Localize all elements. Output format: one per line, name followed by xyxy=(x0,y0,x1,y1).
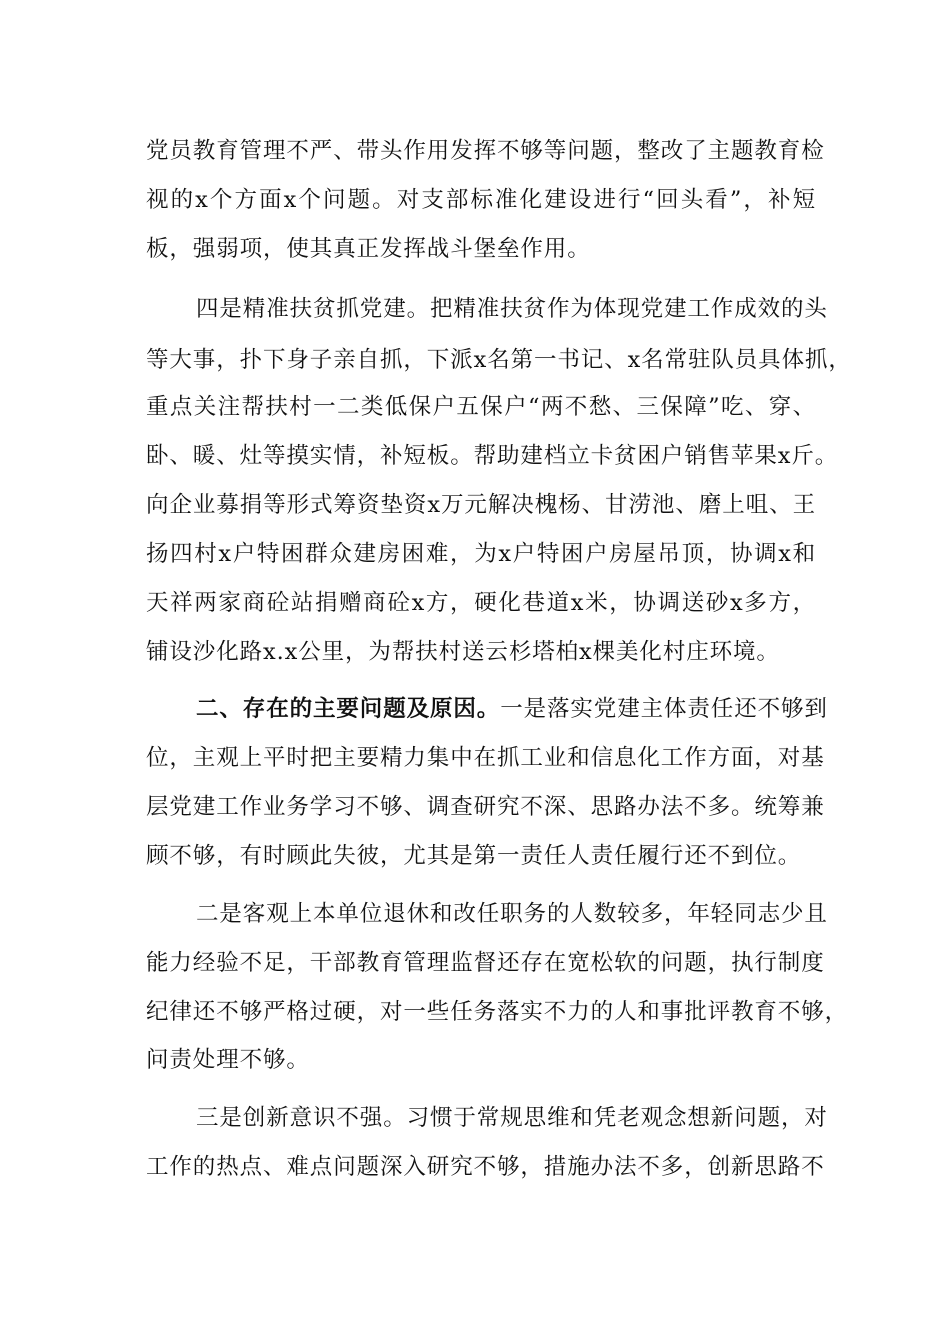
paragraph-line: 工作的热点、难点问题深入研究不够，措施办法不多，创新思路不 xyxy=(146,1154,825,1180)
paragraph-line: 层党建工作业务学习不够、调查研究不深、思路办法不多。统筹兼 xyxy=(146,794,825,820)
paragraph-line: 四是精准扶贫抓党建。把精准扶贫作为体现党建工作成效的头 xyxy=(196,296,828,322)
paragraph-line: 卧、暖、灶等摸实情，补短板。帮助建档立卡贫困户销售苹果x斤。 xyxy=(146,443,839,469)
paragraph-line: 顾不够，有时顾此失彼，尤其是第一责任人责任履行还不到位。 xyxy=(146,843,802,869)
paragraph-line: 板，强弱项，使其真正发挥战斗堡垒作用。 xyxy=(146,236,591,262)
paragraph-line: 能力经验不足，干部教育管理监督还存在宽松软的问题，执行制度 xyxy=(146,950,825,976)
paragraph-line: 扬四村x户特困群众建房困难，为x户特困户房屋吊顶，协调x和 xyxy=(146,541,816,567)
section-heading-line xyxy=(196,686,828,732)
paragraph-line: 铺设沙化路x.x公里，为帮扶村送云杉塔柏x棵美化村庄环境。 xyxy=(146,639,780,665)
section-heading: 二、存在的主要问题及原因。 xyxy=(196,696,501,722)
paragraph-line: 重点关注帮扶村一二类低保户五保户“两不愁、三保障”吃、穿、 xyxy=(146,394,816,420)
paragraph-line: 二是客观上本单位退休和改任职务的人数较多，年轻同志少且 xyxy=(196,901,828,927)
paragraph-line: 位，主观上平时把主要精力集中在抓工业和信息化工作方面，对基 xyxy=(146,745,825,771)
paragraph-line: 等大事，扑下身子亲自抓，下派x名第一书记、x名常驻队员具体抓， xyxy=(146,347,852,373)
paragraph-line: 纪律还不够严格过硬，对一些任务落实不力的人和事批评教育不够， xyxy=(146,999,849,1025)
paragraph-line: 问责处理不够。 xyxy=(146,1047,310,1073)
paragraph-line: 视的x个方面x个问题。对支部标准化建设进行“回头看”，补短 xyxy=(146,187,816,213)
section-heading-continuation: 一是落实党建主体责任还不够到 xyxy=(500,696,828,722)
paragraph-line: 向企业募捐等形式筹资垫资x万元解决槐杨、甘涝池、磨上咀、王 xyxy=(146,492,816,518)
paragraph-line: 党员教育管理不严、带头作用发挥不够等问题，整改了主题教育检 xyxy=(146,138,825,164)
paragraph-line: 三是创新意识不强。习惯于常规思维和凭老观念想新问题，对 xyxy=(196,1105,828,1131)
paragraph-line: 天祥两家商砼站捐赠商砼x方，硬化巷道x米，协调送砂x多方， xyxy=(146,590,816,616)
